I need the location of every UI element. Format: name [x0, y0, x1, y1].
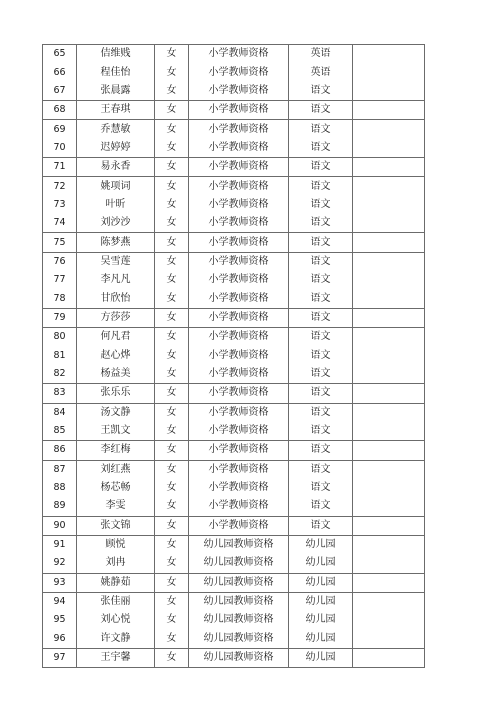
- note-cell: [353, 479, 425, 497]
- name-cell: 乔慧敏: [77, 120, 155, 139]
- name-cell: 刘冉: [77, 554, 155, 573]
- note-cell: [353, 497, 425, 516]
- qualification-cell: 小学教师资格: [189, 347, 289, 365]
- subject-cell: 语文: [289, 516, 353, 535]
- row-number-cell: 78: [43, 289, 77, 308]
- table-row: [43, 271, 425, 289]
- table-row: [43, 403, 425, 422]
- subject-cell: 语文: [289, 328, 353, 347]
- row-number-cell: 67: [43, 82, 77, 101]
- gender-cell: 女: [155, 308, 189, 327]
- note-cell: [353, 460, 425, 479]
- subject-cell: 语文: [289, 384, 353, 403]
- name-cell: 张乐乐: [77, 384, 155, 403]
- subject-cell: 语文: [289, 196, 353, 214]
- qualification-cell: 小学教师资格: [189, 422, 289, 441]
- row-number-cell: 88: [43, 479, 77, 497]
- qualification-cell: 幼儿园教师资格: [189, 573, 289, 592]
- row-number-cell: 95: [43, 611, 77, 629]
- note-cell: [353, 630, 425, 649]
- name-cell: 王凯文: [77, 422, 155, 441]
- table-row: [43, 592, 425, 611]
- table-row: [43, 289, 425, 308]
- gender-cell: 女: [155, 384, 189, 403]
- subject-cell: 语文: [289, 158, 353, 177]
- qualification-cell: 小学教师资格: [189, 101, 289, 120]
- qualification-cell: 小学教师资格: [189, 271, 289, 289]
- note-cell: [353, 139, 425, 158]
- table-row: [43, 422, 425, 441]
- subject-cell: 语文: [289, 422, 353, 441]
- gender-cell: 女: [155, 516, 189, 535]
- qualification-cell: 小学教师资格: [189, 328, 289, 347]
- name-cell: 杨芯畅: [77, 479, 155, 497]
- qualification-cell: 小学教师资格: [189, 441, 289, 460]
- qualification-cell: 小学教师资格: [189, 177, 289, 196]
- table-row: [43, 497, 425, 516]
- name-cell: 李凡凡: [77, 271, 155, 289]
- name-cell: 方莎莎: [77, 308, 155, 327]
- table-row: [43, 45, 425, 64]
- note-cell: [353, 554, 425, 573]
- row-number-cell: 71: [43, 158, 77, 177]
- name-cell: 姚项词: [77, 177, 155, 196]
- name-cell: 汤文静: [77, 403, 155, 422]
- qualification-cell: 小学教师资格: [189, 158, 289, 177]
- subject-cell: 语文: [289, 308, 353, 327]
- table-row: [43, 196, 425, 214]
- table-row: [43, 365, 425, 384]
- gender-cell: 女: [155, 271, 189, 289]
- roster-sheet: [42, 44, 424, 668]
- gender-cell: 女: [155, 120, 189, 139]
- gender-cell: 女: [155, 158, 189, 177]
- name-cell: 叶昕: [77, 196, 155, 214]
- subject-cell: 语文: [289, 82, 353, 101]
- table-row: [43, 516, 425, 535]
- row-number-cell: 81: [43, 347, 77, 365]
- name-cell: 李雯: [77, 497, 155, 516]
- gender-cell: 女: [155, 214, 189, 233]
- table-row: [43, 630, 425, 649]
- note-cell: [353, 611, 425, 629]
- qualification-cell: 小学教师资格: [189, 289, 289, 308]
- row-number-cell: 96: [43, 630, 77, 649]
- name-cell: 佶维贱: [77, 45, 155, 64]
- subject-cell: 语文: [289, 139, 353, 158]
- gender-cell: 女: [155, 82, 189, 101]
- note-cell: [353, 177, 425, 196]
- subject-cell: 语文: [289, 347, 353, 365]
- qualification-cell: 幼儿园教师资格: [189, 611, 289, 629]
- row-number-cell: 65: [43, 45, 77, 64]
- gender-cell: 女: [155, 403, 189, 422]
- qualification-cell: 幼儿园教师资格: [189, 649, 289, 668]
- subject-cell: 语文: [289, 177, 353, 196]
- gender-cell: 女: [155, 252, 189, 271]
- gender-cell: 女: [155, 63, 189, 81]
- subject-cell: 语文: [289, 403, 353, 422]
- qualification-cell: 小学教师资格: [189, 45, 289, 64]
- name-cell: 赵心烨: [77, 347, 155, 365]
- gender-cell: 女: [155, 479, 189, 497]
- row-number-cell: 91: [43, 535, 77, 554]
- note-cell: [353, 233, 425, 252]
- name-cell: 李红梅: [77, 441, 155, 460]
- gender-cell: 女: [155, 177, 189, 196]
- table-row: [43, 101, 425, 120]
- table-row: [43, 554, 425, 573]
- qualification-cell: 小学教师资格: [189, 497, 289, 516]
- row-number-cell: 89: [43, 497, 77, 516]
- qualification-cell: 小学教师资格: [189, 516, 289, 535]
- row-number-cell: 73: [43, 196, 77, 214]
- qualification-cell: 小学教师资格: [189, 120, 289, 139]
- gender-cell: 女: [155, 45, 189, 64]
- roster-table-body: [43, 45, 425, 668]
- table-row: [43, 611, 425, 629]
- subject-cell: 幼儿园: [289, 611, 353, 629]
- gender-cell: 女: [155, 611, 189, 629]
- gender-cell: 女: [155, 460, 189, 479]
- subject-cell: 语文: [289, 101, 353, 120]
- gender-cell: 女: [155, 573, 189, 592]
- name-cell: 张文锦: [77, 516, 155, 535]
- qualification-cell: 小学教师资格: [189, 365, 289, 384]
- subject-cell: 英语: [289, 63, 353, 81]
- row-number-cell: 92: [43, 554, 77, 573]
- subject-cell: 幼儿园: [289, 630, 353, 649]
- gender-cell: 女: [155, 196, 189, 214]
- note-cell: [353, 45, 425, 64]
- subject-cell: 语文: [289, 289, 353, 308]
- qualification-cell: 小学教师资格: [189, 233, 289, 252]
- subject-cell: 幼儿园: [289, 592, 353, 611]
- gender-cell: 女: [155, 592, 189, 611]
- name-cell: 张晨露: [77, 82, 155, 101]
- qualification-cell: 小学教师资格: [189, 63, 289, 81]
- subject-cell: 幼儿园: [289, 649, 353, 668]
- qualification-cell: 小学教师资格: [189, 460, 289, 479]
- table-row: [43, 649, 425, 668]
- row-number-cell: 93: [43, 573, 77, 592]
- row-number-cell: 69: [43, 120, 77, 139]
- row-number-cell: 77: [43, 271, 77, 289]
- gender-cell: 女: [155, 289, 189, 308]
- subject-cell: 幼儿园: [289, 573, 353, 592]
- name-cell: 吴雪莲: [77, 252, 155, 271]
- subject-cell: 语文: [289, 120, 353, 139]
- note-cell: [353, 592, 425, 611]
- name-cell: 易永香: [77, 158, 155, 177]
- subject-cell: 语文: [289, 441, 353, 460]
- table-row: [43, 479, 425, 497]
- name-cell: 王春琪: [77, 101, 155, 120]
- note-cell: [353, 516, 425, 535]
- note-cell: [353, 365, 425, 384]
- subject-cell: 语文: [289, 233, 353, 252]
- table-row: [43, 252, 425, 271]
- row-number-cell: 87: [43, 460, 77, 479]
- table-row: [43, 573, 425, 592]
- note-cell: [353, 403, 425, 422]
- note-cell: [353, 535, 425, 554]
- table-row: [43, 460, 425, 479]
- row-number-cell: 94: [43, 592, 77, 611]
- table-row: [43, 328, 425, 347]
- roster-table: [42, 44, 425, 668]
- name-cell: 程佳怡: [77, 63, 155, 81]
- gender-cell: 女: [155, 233, 189, 252]
- table-row: [43, 214, 425, 233]
- row-number-cell: 66: [43, 63, 77, 81]
- subject-cell: 语文: [289, 252, 353, 271]
- row-number-cell: 70: [43, 139, 77, 158]
- qualification-cell: 幼儿园教师资格: [189, 630, 289, 649]
- note-cell: [353, 649, 425, 668]
- qualification-cell: 幼儿园教师资格: [189, 592, 289, 611]
- note-cell: [353, 347, 425, 365]
- subject-cell: 语文: [289, 214, 353, 233]
- table-row: [43, 441, 425, 460]
- table-row: [43, 158, 425, 177]
- table-row: [43, 535, 425, 554]
- row-number-cell: 85: [43, 422, 77, 441]
- note-cell: [353, 120, 425, 139]
- subject-cell: 语文: [289, 497, 353, 516]
- row-number-cell: 84: [43, 403, 77, 422]
- note-cell: [353, 252, 425, 271]
- note-cell: [353, 63, 425, 81]
- row-number-cell: 68: [43, 101, 77, 120]
- gender-cell: 女: [155, 139, 189, 158]
- gender-cell: 女: [155, 649, 189, 668]
- name-cell: 许文静: [77, 630, 155, 649]
- subject-cell: 语文: [289, 460, 353, 479]
- note-cell: [353, 422, 425, 441]
- table-row: [43, 384, 425, 403]
- qualification-cell: 小学教师资格: [189, 196, 289, 214]
- name-cell: 姚静茹: [77, 573, 155, 592]
- row-number-cell: 86: [43, 441, 77, 460]
- qualification-cell: 幼儿园教师资格: [189, 554, 289, 573]
- gender-cell: 女: [155, 365, 189, 384]
- gender-cell: 女: [155, 101, 189, 120]
- note-cell: [353, 196, 425, 214]
- name-cell: 刘红燕: [77, 460, 155, 479]
- row-number-cell: 80: [43, 328, 77, 347]
- table-row: [43, 63, 425, 81]
- gender-cell: 女: [155, 497, 189, 516]
- name-cell: 王宇馨: [77, 649, 155, 668]
- qualification-cell: 幼儿园教师资格: [189, 535, 289, 554]
- gender-cell: 女: [155, 347, 189, 365]
- qualification-cell: 小学教师资格: [189, 384, 289, 403]
- table-row: [43, 308, 425, 327]
- name-cell: 陈梦燕: [77, 233, 155, 252]
- gender-cell: 女: [155, 422, 189, 441]
- note-cell: [353, 158, 425, 177]
- note-cell: [353, 214, 425, 233]
- table-row: [43, 177, 425, 196]
- row-number-cell: 97: [43, 649, 77, 668]
- row-number-cell: 90: [43, 516, 77, 535]
- note-cell: [353, 308, 425, 327]
- gender-cell: 女: [155, 328, 189, 347]
- gender-cell: 女: [155, 630, 189, 649]
- table-row: [43, 233, 425, 252]
- row-number-cell: 75: [43, 233, 77, 252]
- table-row: [43, 120, 425, 139]
- note-cell: [353, 271, 425, 289]
- name-cell: 顾悦: [77, 535, 155, 554]
- qualification-cell: 小学教师资格: [189, 403, 289, 422]
- name-cell: 杨益美: [77, 365, 155, 384]
- name-cell: 刘沙沙: [77, 214, 155, 233]
- row-number-cell: 82: [43, 365, 77, 384]
- row-number-cell: 76: [43, 252, 77, 271]
- table-row: [43, 82, 425, 101]
- note-cell: [353, 82, 425, 101]
- name-cell: 张佳丽: [77, 592, 155, 611]
- note-cell: [353, 573, 425, 592]
- subject-cell: 语文: [289, 365, 353, 384]
- name-cell: 迟婷婷: [77, 139, 155, 158]
- name-cell: 甘欣怡: [77, 289, 155, 308]
- qualification-cell: 小学教师资格: [189, 139, 289, 158]
- subject-cell: 语文: [289, 479, 353, 497]
- subject-cell: 幼儿园: [289, 535, 353, 554]
- subject-cell: 语文: [289, 271, 353, 289]
- note-cell: [353, 101, 425, 120]
- gender-cell: 女: [155, 441, 189, 460]
- name-cell: 刘心悦: [77, 611, 155, 629]
- row-number-cell: 79: [43, 308, 77, 327]
- qualification-cell: 小学教师资格: [189, 308, 289, 327]
- row-number-cell: 83: [43, 384, 77, 403]
- qualification-cell: 小学教师资格: [189, 82, 289, 101]
- gender-cell: 女: [155, 554, 189, 573]
- qualification-cell: 小学教师资格: [189, 252, 289, 271]
- note-cell: [353, 441, 425, 460]
- gender-cell: 女: [155, 535, 189, 554]
- qualification-cell: 小学教师资格: [189, 479, 289, 497]
- subject-cell: 英语: [289, 45, 353, 64]
- table-row: [43, 139, 425, 158]
- row-number-cell: 74: [43, 214, 77, 233]
- subject-cell: 幼儿园: [289, 554, 353, 573]
- note-cell: [353, 384, 425, 403]
- name-cell: 何凡君: [77, 328, 155, 347]
- note-cell: [353, 289, 425, 308]
- table-row: [43, 347, 425, 365]
- row-number-cell: 72: [43, 177, 77, 196]
- qualification-cell: 小学教师资格: [189, 214, 289, 233]
- note-cell: [353, 328, 425, 347]
